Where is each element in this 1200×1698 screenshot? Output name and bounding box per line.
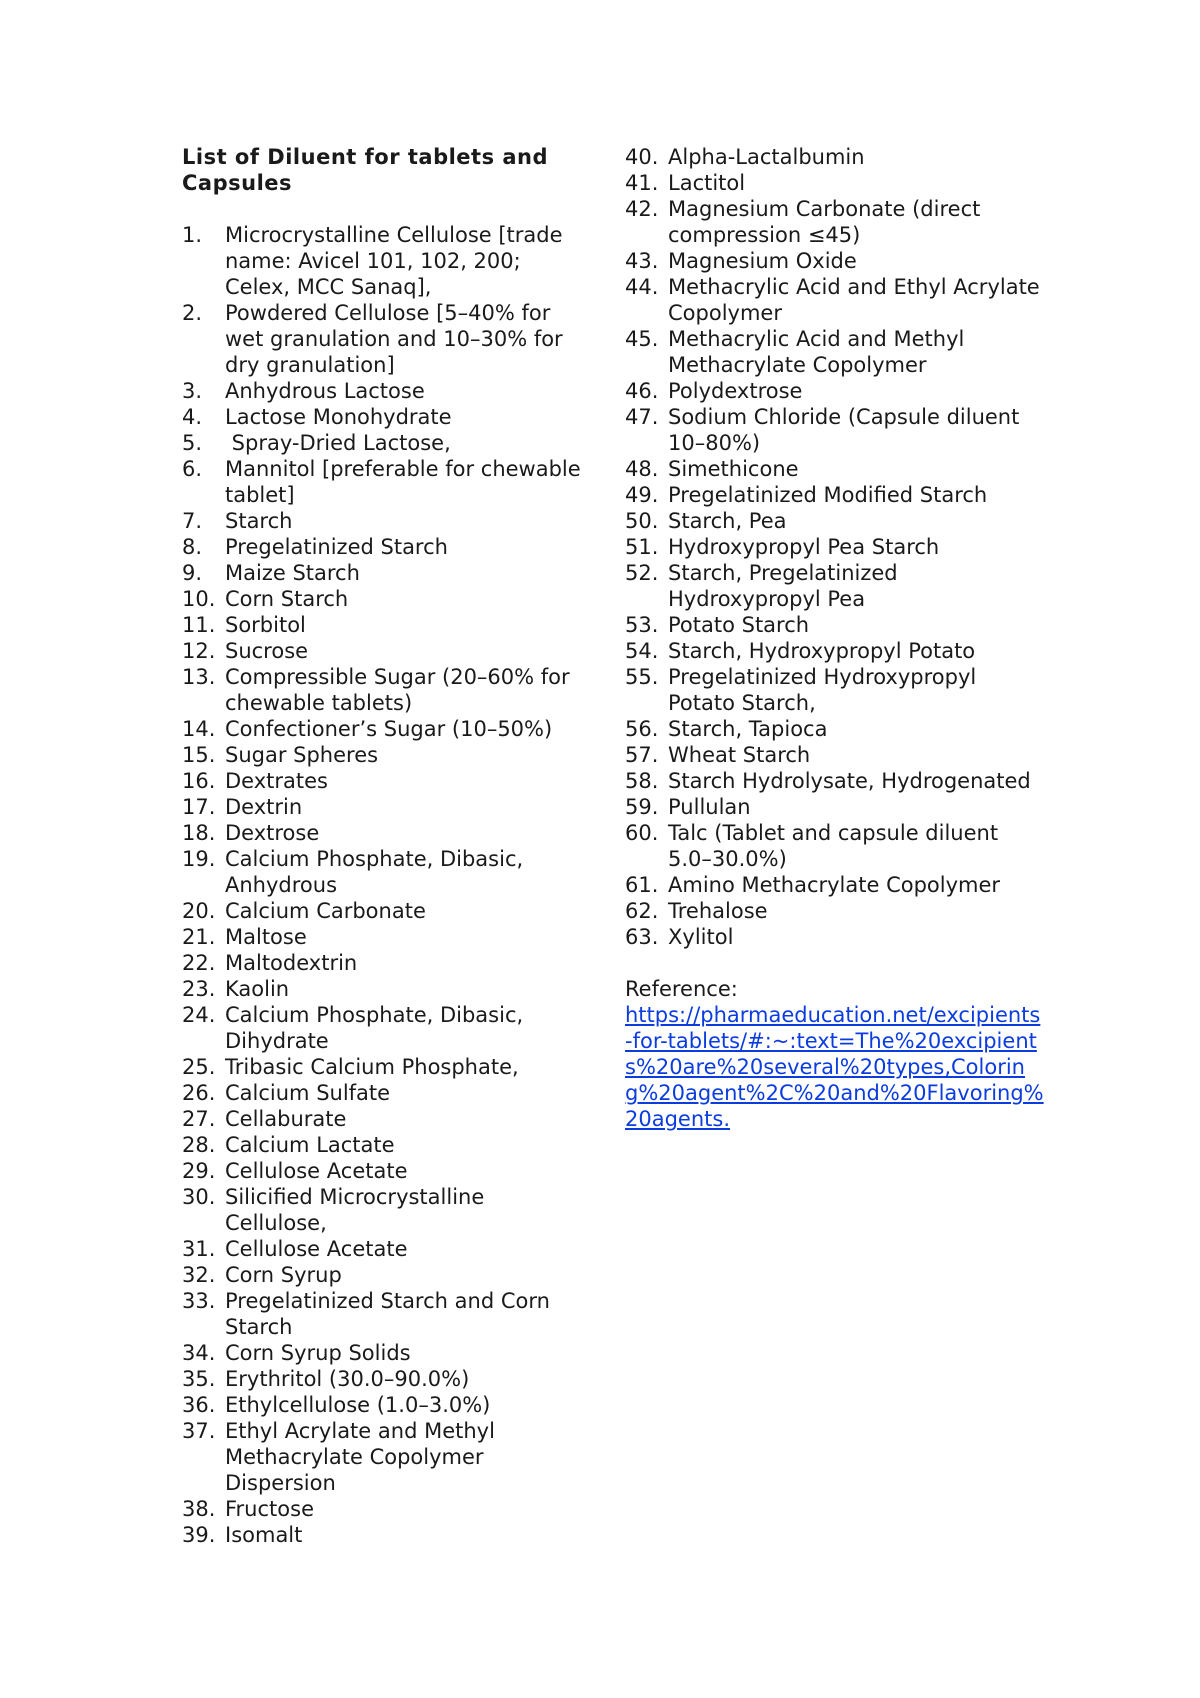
list-item bbox=[625, 248, 1045, 274]
list-item-number: 27. bbox=[182, 1107, 216, 1131]
list-item-number: 7. bbox=[182, 509, 203, 533]
list-item-text: Lactose Monohydrate bbox=[225, 405, 452, 429]
list-item-text: Starch, Pregelatinized Hydroxypropyl Pea bbox=[668, 561, 898, 611]
list-item-number: 2. bbox=[182, 301, 203, 325]
list-item bbox=[182, 794, 582, 820]
list-item-number: 10. bbox=[182, 587, 216, 611]
list-item-number: 20. bbox=[182, 899, 216, 923]
list-item-text: Potato Starch bbox=[668, 613, 810, 637]
list-item-number: 8. bbox=[182, 535, 203, 559]
list-item bbox=[625, 456, 1045, 482]
list-item-text: Dextrates bbox=[225, 769, 328, 793]
list-item-text: Simethicone bbox=[668, 457, 799, 481]
list-item-text: Sucrose bbox=[225, 639, 309, 663]
list-item-number: 31. bbox=[182, 1237, 216, 1261]
list-item bbox=[625, 196, 1045, 248]
list-item bbox=[182, 508, 582, 534]
list-item-text: Methacrylic Acid and Ethyl Acrylate Copolymer bbox=[668, 275, 1040, 325]
list-item-number: 5. bbox=[182, 431, 203, 455]
list-item bbox=[182, 300, 582, 378]
list-item-text: Maltose bbox=[225, 925, 307, 949]
list-item bbox=[625, 170, 1045, 196]
list-item bbox=[182, 612, 582, 638]
list-item bbox=[182, 430, 582, 456]
list-item bbox=[625, 274, 1045, 326]
list-item bbox=[625, 820, 1045, 872]
list-item bbox=[625, 794, 1045, 820]
diluent-list-right bbox=[625, 144, 1045, 950]
list-item-text: Silicified Microcrystalline Cellulose, bbox=[225, 1185, 485, 1235]
list-item-text: Alpha-Lactalbumin bbox=[668, 145, 865, 169]
diluent-list-left bbox=[182, 222, 582, 1548]
list-item-text: Calcium Lactate bbox=[225, 1133, 395, 1157]
list-item bbox=[182, 742, 582, 768]
list-item-text: Dextrose bbox=[225, 821, 320, 845]
list-item bbox=[182, 1054, 582, 1080]
list-item-text: Erythritol (30.0–90.0%) bbox=[225, 1367, 470, 1391]
list-item-number: 15. bbox=[182, 743, 216, 767]
list-item bbox=[182, 560, 582, 586]
list-item bbox=[182, 404, 582, 430]
list-item bbox=[182, 1392, 582, 1418]
list-item bbox=[182, 1522, 582, 1548]
list-item bbox=[182, 1106, 582, 1132]
list-item-text: Starch, Hydroxypropyl Potato bbox=[668, 639, 976, 663]
list-item bbox=[625, 664, 1045, 716]
list-item bbox=[182, 1236, 582, 1262]
list-item-number: 28. bbox=[182, 1133, 216, 1157]
list-item-number: 57. bbox=[625, 743, 659, 767]
list-item-number: 63. bbox=[625, 925, 659, 949]
list-item-text: Ethyl Acrylate and Methyl Methacrylate Copolymer Dispersion bbox=[225, 1419, 495, 1495]
list-item-text: Xylitol bbox=[668, 925, 734, 949]
list-item-text: Anhydrous Lactose bbox=[225, 379, 425, 403]
list-item-number: 22. bbox=[182, 951, 216, 975]
list-item bbox=[625, 378, 1045, 404]
list-item bbox=[182, 716, 582, 742]
list-item-number: 38. bbox=[182, 1497, 216, 1521]
list-item bbox=[182, 924, 582, 950]
list-item-number: 53. bbox=[625, 613, 659, 637]
list-item-text: Cellulose Acetate bbox=[225, 1159, 408, 1183]
list-item-number: 1. bbox=[182, 223, 203, 247]
list-item-text: Mannitol [preferable for chewable tablet] bbox=[225, 457, 581, 507]
list-item-number: 43. bbox=[625, 249, 659, 273]
list-item-number: 51. bbox=[625, 535, 659, 559]
list-item-number: 42. bbox=[625, 197, 659, 221]
right-column bbox=[625, 144, 1045, 1132]
list-item-number: 3. bbox=[182, 379, 203, 403]
list-item bbox=[182, 534, 582, 560]
list-item bbox=[625, 508, 1045, 534]
list-item-text: Polydextrose bbox=[668, 379, 803, 403]
list-item-text: Powdered Cellulose [5–40% for wet granulation and 10–30% for dry granulation] bbox=[225, 301, 563, 377]
list-item-text: Ethylcellulose (1.0–3.0%) bbox=[225, 1393, 491, 1417]
list-item-number: 59. bbox=[625, 795, 659, 819]
list-item-text: Confectioner’s Sugar (10–50%) bbox=[225, 717, 553, 741]
list-item-text: Sorbitol bbox=[225, 613, 306, 637]
list-item-text: Cellaburate bbox=[225, 1107, 347, 1131]
list-item-number: 9. bbox=[182, 561, 203, 585]
list-item bbox=[182, 378, 582, 404]
list-item-text: Calcium Sulfate bbox=[225, 1081, 391, 1105]
list-item bbox=[625, 638, 1045, 664]
list-item-number: 11. bbox=[182, 613, 216, 637]
list-item bbox=[625, 742, 1045, 768]
list-item-number: 16. bbox=[182, 769, 216, 793]
list-item bbox=[625, 326, 1045, 378]
list-item-text: Methacrylic Acid and Methyl Methacrylate Copolymer bbox=[668, 327, 965, 377]
list-item-text: Maize Starch bbox=[225, 561, 360, 585]
list-item bbox=[182, 664, 582, 716]
list-item-text: Calcium Phosphate, Dibasic, Anhydrous bbox=[225, 847, 524, 897]
list-item bbox=[182, 1080, 582, 1106]
list-item bbox=[182, 1132, 582, 1158]
list-item bbox=[182, 1158, 582, 1184]
list-item bbox=[182, 846, 582, 898]
list-item bbox=[625, 560, 1045, 612]
list-item-text: Calcium Phosphate, Dibasic, Dihydrate bbox=[225, 1003, 524, 1053]
list-item-text: Sugar Spheres bbox=[225, 743, 379, 767]
list-item-text: Lactitol bbox=[668, 171, 746, 195]
list-item bbox=[625, 534, 1045, 560]
list-item-text: Starch bbox=[225, 509, 293, 533]
list-item-number: 60. bbox=[625, 821, 659, 845]
list-item bbox=[182, 1496, 582, 1522]
list-item bbox=[182, 1184, 582, 1236]
list-item-text: Fructose bbox=[225, 1497, 314, 1521]
list-item bbox=[182, 1002, 582, 1054]
list-item-number: 18. bbox=[182, 821, 216, 845]
list-item-number: 58. bbox=[625, 769, 659, 793]
list-item-text: Starch, Pea bbox=[668, 509, 787, 533]
list-item-text: Trehalose bbox=[668, 899, 768, 923]
list-item-number: 40. bbox=[625, 145, 659, 169]
list-item-number: 56. bbox=[625, 717, 659, 741]
reference-label: Reference: bbox=[625, 977, 738, 1001]
list-item-text: Pregelatinized Starch bbox=[225, 535, 448, 559]
list-item-text: Corn Syrup bbox=[225, 1263, 342, 1287]
list-item bbox=[625, 612, 1045, 638]
list-item-text: Pregelatinized Hydroxypropyl Potato Starch, bbox=[668, 665, 977, 715]
list-item-number: 48. bbox=[625, 457, 659, 481]
list-item-text: Hydroxypropyl Pea Starch bbox=[668, 535, 940, 559]
list-item-number: 25. bbox=[182, 1055, 216, 1079]
list-item-number: 30. bbox=[182, 1185, 216, 1209]
list-item-number: 19. bbox=[182, 847, 216, 871]
list-item-number: 4. bbox=[182, 405, 203, 429]
list-item bbox=[625, 898, 1045, 924]
list-item-number: 26. bbox=[182, 1081, 216, 1105]
list-item-number: 36. bbox=[182, 1393, 216, 1417]
list-item-text: Corn Syrup Solids bbox=[225, 1341, 411, 1365]
list-item-text: Cellulose Acetate bbox=[225, 1237, 408, 1261]
list-item bbox=[182, 1288, 582, 1340]
list-item-text: Compressible Sugar (20–60% for chewable tablets) bbox=[225, 665, 570, 715]
list-item bbox=[625, 924, 1045, 950]
list-item-number: 52. bbox=[625, 561, 659, 585]
list-item-text: Microcrystalline Cellulose [trade name: Avicel 101, 102, 200; Celex, MCC Sanaq], bbox=[225, 223, 563, 299]
list-item bbox=[625, 716, 1045, 742]
list-item bbox=[625, 768, 1045, 794]
list-item bbox=[182, 1262, 582, 1288]
list-item bbox=[182, 586, 582, 612]
list-item-text: Spray-Dried Lactose, bbox=[225, 431, 451, 455]
document-title: List of Diluent for tablets and Capsules bbox=[182, 145, 549, 195]
list-item-text: Pullulan bbox=[668, 795, 751, 819]
list-item-number: 34. bbox=[182, 1341, 216, 1365]
list-item-number: 17. bbox=[182, 795, 216, 819]
list-item-text: Pregelatinized Starch and Corn Starch bbox=[225, 1289, 550, 1339]
list-item-number: 29. bbox=[182, 1159, 216, 1183]
list-item-text: Amino Methacrylate Copolymer bbox=[668, 873, 1001, 897]
list-item-number: 32. bbox=[182, 1263, 216, 1287]
list-item bbox=[182, 820, 582, 846]
list-item-number: 41. bbox=[625, 171, 659, 195]
list-item-number: 49. bbox=[625, 483, 659, 507]
reference-link[interactable]: https://pharmaeducation.net/excipients-for-tablets/#:~:text=The%20excipients%20are%20several%20types,Coloring%20agent%2C%20and%20Flavoring%20agents. bbox=[625, 1003, 1044, 1131]
list-item-number: 24. bbox=[182, 1003, 216, 1027]
list-item-number: 23. bbox=[182, 977, 216, 1001]
list-item-text: Maltodextrin bbox=[225, 951, 358, 975]
list-item-number: 50. bbox=[625, 509, 659, 533]
list-item-text: Pregelatinized Modified Starch bbox=[668, 483, 988, 507]
list-item bbox=[182, 1340, 582, 1366]
list-item-text: Magnesium Carbonate (direct compression ≤45) bbox=[668, 197, 981, 247]
list-item-text: Tribasic Calcium Phosphate, bbox=[225, 1055, 519, 1079]
list-item-number: 21. bbox=[182, 925, 216, 949]
list-item bbox=[182, 638, 582, 664]
list-item bbox=[625, 482, 1045, 508]
list-item-text: Talc (Tablet and capsule diluent 5.0–30.0%) bbox=[668, 821, 999, 871]
list-item-number: 33. bbox=[182, 1289, 216, 1313]
list-item bbox=[182, 456, 582, 508]
list-item bbox=[625, 404, 1045, 456]
list-item bbox=[182, 1418, 582, 1496]
list-item bbox=[182, 1366, 582, 1392]
list-item-number: 37. bbox=[182, 1419, 216, 1443]
list-item-number: 46. bbox=[625, 379, 659, 403]
list-item-number: 6. bbox=[182, 457, 203, 481]
list-item-text: Starch, Tapioca bbox=[668, 717, 828, 741]
list-item-text: Magnesium Oxide bbox=[668, 249, 857, 273]
list-item-text: Wheat Starch bbox=[668, 743, 811, 767]
list-item-number: 45. bbox=[625, 327, 659, 351]
list-item bbox=[182, 976, 582, 1002]
list-item-number: 47. bbox=[625, 405, 659, 429]
list-item-text: Sodium Chloride (Capsule diluent 10–80%) bbox=[668, 405, 1020, 455]
list-item-text: Kaolin bbox=[225, 977, 290, 1001]
list-item bbox=[182, 898, 582, 924]
list-item-number: 12. bbox=[182, 639, 216, 663]
list-item-number: 39. bbox=[182, 1523, 216, 1547]
list-item-number: 44. bbox=[625, 275, 659, 299]
list-item-number: 61. bbox=[625, 873, 659, 897]
list-item-text: Corn Starch bbox=[225, 587, 349, 611]
list-item-text: Dextrin bbox=[225, 795, 303, 819]
list-item bbox=[182, 222, 582, 300]
left-column bbox=[182, 144, 582, 1548]
list-item-number: 13. bbox=[182, 665, 216, 689]
list-item-number: 14. bbox=[182, 717, 216, 741]
list-item-text: Isomalt bbox=[225, 1523, 303, 1547]
list-item bbox=[625, 872, 1045, 898]
list-item bbox=[182, 950, 582, 976]
list-item bbox=[625, 144, 1045, 170]
list-item bbox=[182, 768, 582, 794]
list-item-number: 55. bbox=[625, 665, 659, 689]
list-item-number: 35. bbox=[182, 1367, 216, 1391]
list-item-text: Calcium Carbonate bbox=[225, 899, 426, 923]
list-item-text: Starch Hydrolysate, Hydrogenated bbox=[668, 769, 1031, 793]
list-item-number: 62. bbox=[625, 899, 659, 923]
list-item-number: 54. bbox=[625, 639, 659, 663]
